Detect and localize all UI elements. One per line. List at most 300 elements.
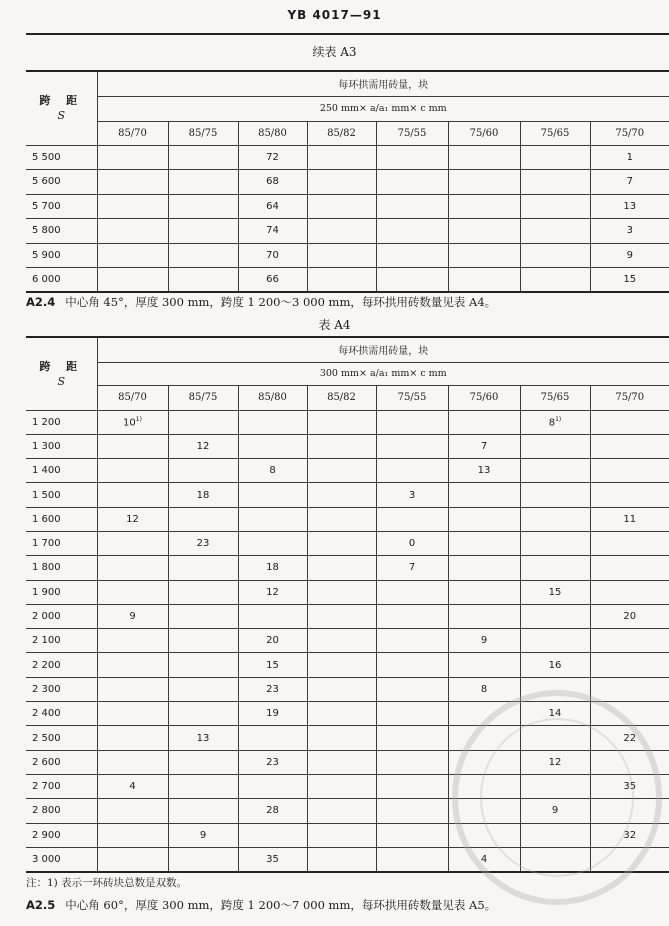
brick-count-cell: [307, 750, 376, 774]
brick-count-cell: [168, 410, 238, 434]
cell-value: 32: [623, 829, 637, 841]
brick-count-cell: [376, 434, 448, 458]
header-rule: [26, 33, 669, 35]
cell-value: 7: [480, 440, 488, 452]
column-header: 85/70: [97, 385, 168, 410]
brick-count-cell: [238, 774, 307, 798]
cell-value: 15: [266, 659, 279, 671]
table-row: [26, 556, 669, 580]
brick-count-cell: [97, 750, 168, 774]
watermark-seal: [452, 690, 662, 905]
brick-count-cell: [97, 580, 168, 604]
brick-count-cell: [520, 556, 590, 580]
brick-count-cell: [168, 750, 238, 774]
brick-count-cell: [448, 145, 520, 170]
cell-value: 19: [266, 708, 279, 720]
span-header-symbol: S: [57, 374, 66, 388]
cell-value: 15: [623, 274, 637, 285]
brick-count-cell: [520, 653, 590, 677]
brick-count-cell: [168, 629, 238, 653]
brick-count-cell: [97, 243, 168, 268]
brick-count-cell: [238, 243, 307, 268]
brick-count-cell: [238, 653, 307, 677]
brick-count-cell: [520, 507, 590, 531]
brick-count-cell: [97, 507, 168, 531]
brick-count-cell: [307, 268, 376, 293]
brick-count-cell: [590, 459, 669, 483]
brick-count-cell: [238, 799, 307, 823]
brick-count-cell: [168, 653, 238, 677]
table-row: [26, 629, 669, 653]
brick-count-cell: [590, 170, 669, 195]
brick-count-cell: [376, 823, 448, 847]
span-value: 1 700: [26, 531, 97, 555]
span-header: [26, 71, 97, 145]
brick-count-cell: [97, 268, 168, 293]
table-row: [26, 653, 669, 677]
brick-count-cell: [376, 677, 448, 701]
brick-count-cell: [238, 145, 307, 170]
footnote-marker: 1): [555, 415, 562, 423]
cell-value: 12: [196, 440, 210, 452]
brick-count-cell: [168, 702, 238, 726]
brick-count-cell: [238, 604, 307, 628]
cell-value: 7: [408, 562, 416, 574]
table-row: [26, 604, 669, 628]
span-value: 2 200: [26, 653, 97, 677]
span-value: 3 000: [26, 847, 97, 871]
watermark-seal-inner-ring: [480, 718, 637, 877]
span-value: 2 100: [26, 629, 97, 653]
span-value: 5 500: [26, 145, 97, 170]
cell-value: 23: [266, 756, 279, 768]
cell-value: 13: [623, 200, 637, 212]
brick-count-cell: [376, 219, 448, 244]
brick-count-cell: [307, 219, 376, 244]
brick-count-cell: [307, 531, 376, 555]
column-header: 75/70: [590, 121, 669, 145]
cell-value: 74: [266, 225, 279, 237]
column-header: 75/65: [520, 385, 590, 410]
brick-count-cell: [238, 726, 307, 750]
brick-count-cell: [97, 459, 168, 483]
cell-value: 12: [548, 756, 562, 768]
span-value: 1 600: [26, 507, 97, 531]
brick-count-cell: [168, 268, 238, 293]
table-row: [26, 507, 669, 531]
brick-count-cell: [97, 410, 168, 434]
cell-value: 35: [623, 781, 637, 793]
cell-value: 8: [480, 683, 488, 695]
cell-value: 9: [129, 611, 136, 623]
brick-count-cell: [448, 653, 520, 677]
brick-count-cell: [168, 677, 238, 701]
brick-count-cell: [97, 483, 168, 507]
table-note: 注：1) 表示一环砖块总数是双数。: [26, 877, 188, 889]
brick-count-cell: [307, 847, 376, 871]
brick-count-cell: [448, 580, 520, 604]
brick-count-cell: [520, 243, 590, 268]
cell-value: 8: [548, 417, 556, 429]
standard-code: YB 4017—91: [287, 8, 382, 22]
brick-count-cell: [97, 531, 168, 555]
brick-count-cell: [448, 268, 520, 293]
brick-count-cell: [376, 507, 448, 531]
brick-count-cell: [168, 243, 238, 268]
cell-value: 12: [126, 513, 139, 525]
brick-count-cell: [168, 483, 238, 507]
cell-value: 7: [626, 176, 633, 188]
span-value: 2 500: [26, 726, 97, 750]
brick-count-cell: [448, 434, 520, 458]
cell-value: 3: [626, 225, 633, 237]
span-value: 2 300: [26, 677, 97, 701]
brick-count-cell: [238, 847, 307, 871]
brick-count-cell: [590, 434, 669, 458]
brick-count-cell: [97, 823, 168, 847]
cell-value: 14: [548, 708, 562, 720]
cell-value: 23: [196, 538, 210, 550]
brick-count-cell: [448, 604, 520, 628]
brick-count-cell: [168, 847, 238, 871]
brick-count-cell: [168, 556, 238, 580]
paragraph-number: A2.5: [26, 898, 56, 912]
brick-count-cell: [590, 507, 669, 531]
brick-count-cell: [97, 653, 168, 677]
brick-count-cell: [376, 799, 448, 823]
brick-count-cell: [307, 702, 376, 726]
span-header-symbol: S: [57, 109, 66, 123]
brick-count-cell: [590, 531, 669, 555]
paragraph-a2-4: [26, 294, 496, 310]
cell-value: 4: [129, 781, 136, 793]
table-row: [26, 170, 669, 195]
brick-count-cell: [376, 483, 448, 507]
brick-count-cell: [520, 219, 590, 244]
span-value: 1 300: [26, 434, 97, 458]
brick-count-cell: [307, 774, 376, 798]
brick-count-cell: [590, 243, 669, 268]
table-row: [26, 434, 669, 458]
brick-count-cell: [238, 483, 307, 507]
table-row: [26, 194, 669, 219]
brick-count-cell: [168, 194, 238, 219]
brick-count-cell: [168, 145, 238, 170]
brick-count-cell: [97, 604, 168, 628]
table-row: [26, 145, 669, 170]
brick-count-cell: [238, 194, 307, 219]
cell-value: 72: [266, 151, 279, 163]
brick-count-cell: [97, 677, 168, 701]
brick-count-cell: [376, 268, 448, 293]
brick-count-cell: [590, 268, 669, 293]
column-header: 75/55: [376, 121, 448, 145]
cell-value: 12: [266, 586, 279, 598]
span-value: 2 900: [26, 823, 97, 847]
brick-count-cell: [520, 459, 590, 483]
brick-count-cell: [376, 194, 448, 219]
span-value: 5 600: [26, 170, 97, 195]
cell-value: 20: [266, 635, 279, 647]
brick-count-cell: [376, 145, 448, 170]
column-header-row: [26, 121, 669, 145]
cell-value: 13: [477, 465, 491, 477]
brick-count-cell: [238, 629, 307, 653]
column-header: 85/80: [238, 121, 307, 145]
brick-count-cell: [97, 702, 168, 726]
column-header: 85/82: [307, 385, 376, 410]
brick-count-cell: [307, 507, 376, 531]
brick-count-cell: [168, 434, 238, 458]
table-row: [26, 531, 669, 555]
brick-count-cell: [590, 580, 669, 604]
brick-count-cell: [448, 410, 520, 434]
brick-count-cell: [307, 653, 376, 677]
brick-count-cell: [590, 483, 669, 507]
brick-count-cell: [97, 774, 168, 798]
brick-count-cell: [168, 170, 238, 195]
brick-count-cell: [520, 580, 590, 604]
brick-count-cell: [238, 823, 307, 847]
cell-value: 20: [623, 611, 637, 623]
table-row: [26, 243, 669, 268]
brick-count-cell: [238, 580, 307, 604]
brick-count-cell: [97, 170, 168, 195]
brick-count-cell: [590, 677, 669, 701]
brick-count-cell: [376, 580, 448, 604]
brick-count-cell: [238, 268, 307, 293]
brick-count-cell: [238, 507, 307, 531]
cell-value: 9: [551, 805, 559, 817]
brick-count-cell: [520, 629, 590, 653]
brick-count-cell: [97, 726, 168, 750]
span-value: 2 600: [26, 750, 97, 774]
brick-count-cell: [448, 629, 520, 653]
cell-value: 10: [123, 417, 136, 429]
table-row: [26, 268, 669, 293]
column-header: 75/60: [448, 385, 520, 410]
brick-count-cell: [97, 629, 168, 653]
column-header: 85/75: [168, 385, 238, 410]
brick-count-cell: [307, 629, 376, 653]
column-header: 85/80: [238, 385, 307, 410]
brick-count-cell: [168, 799, 238, 823]
table-a3: [26, 70, 669, 293]
span-value: 2 000: [26, 604, 97, 628]
cell-value: 64: [266, 200, 279, 212]
brick-count-cell: [238, 531, 307, 555]
brick-count-cell: [307, 243, 376, 268]
brick-count-cell: [168, 459, 238, 483]
span-value: 1 900: [26, 580, 97, 604]
cell-value: 3: [408, 489, 416, 501]
brick-count-cell: [376, 774, 448, 798]
dimension-header: 300 mm× a/a₁ mm× c mm: [97, 362, 669, 385]
table-row: [26, 219, 669, 244]
cell-value: 23: [266, 683, 279, 695]
brick-count-cell: [168, 726, 238, 750]
brick-count-cell: [376, 459, 448, 483]
brick-count-cell: [168, 507, 238, 531]
cell-value: 8: [269, 465, 276, 477]
table-row: [26, 483, 669, 507]
brick-count-cell: [307, 799, 376, 823]
cell-value: 18: [196, 489, 210, 501]
brick-count-cell: [376, 750, 448, 774]
cell-value: 18: [266, 562, 279, 574]
brick-count-cell: [307, 459, 376, 483]
brick-count-cell: [376, 604, 448, 628]
brick-count-cell: [307, 823, 376, 847]
span-value: 2 400: [26, 702, 97, 726]
paragraph-number: A2.4: [26, 295, 56, 309]
brick-count-cell: [307, 410, 376, 434]
brick-count-cell: [590, 219, 669, 244]
brick-count-cell: [376, 243, 448, 268]
brick-count-cell: [590, 604, 669, 628]
cell-value: 0: [408, 538, 416, 550]
brick-count-cell: [448, 219, 520, 244]
brick-count-cell: [376, 726, 448, 750]
cell-value: 4: [480, 853, 488, 865]
column-header: 85/70: [97, 121, 168, 145]
span-value: 5 900: [26, 243, 97, 268]
brick-count-cell: [168, 823, 238, 847]
brick-count-cell: [376, 410, 448, 434]
brick-count-cell: [307, 604, 376, 628]
table-a3-title: 续表 A3: [312, 45, 357, 59]
paragraph-a2-5: [26, 897, 496, 913]
span-header-label: 跨 距: [39, 359, 84, 373]
span-value: 2 700: [26, 774, 97, 798]
paragraph-text: 中心角 60°，厚度 300 mm，跨度 1 200～7 000 mm，每环拱用砖数量见表 A5。: [65, 898, 497, 912]
cell-value: 16: [548, 659, 562, 671]
brick-count-cell: [448, 170, 520, 195]
brick-count-cell: [97, 799, 168, 823]
span-value: 5 800: [26, 219, 97, 244]
brick-count-cell: [520, 604, 590, 628]
brick-count-cell: [238, 750, 307, 774]
brick-count-cell: [376, 653, 448, 677]
brick-count-cell: [238, 219, 307, 244]
brick-count-cell: [590, 629, 669, 653]
brick-count-cell: [590, 410, 669, 434]
brick-count-cell: [238, 434, 307, 458]
span-value: 1 500: [26, 483, 97, 507]
brick-count-cell: [376, 531, 448, 555]
brick-count-cell: [448, 677, 520, 701]
brick-count-cell: [520, 170, 590, 195]
column-header-row: [26, 385, 669, 410]
table-row: [26, 459, 669, 483]
brick-count-cell: [307, 677, 376, 701]
span-header: [26, 337, 97, 410]
brick-count-cell: [448, 483, 520, 507]
brick-count-cell: [520, 194, 590, 219]
brick-count-cell: [376, 702, 448, 726]
span-value: 5 700: [26, 194, 97, 219]
cell-value: 28: [266, 805, 279, 817]
brick-count-cell: [168, 219, 238, 244]
brick-count-cell: [376, 847, 448, 871]
brick-count-cell: [307, 580, 376, 604]
column-header: 75/60: [448, 121, 520, 145]
brick-count-cell: [520, 434, 590, 458]
brick-count-cell: [376, 629, 448, 653]
cell-value: 13: [196, 732, 210, 744]
brick-count-cell: [590, 556, 669, 580]
cell-value: 15: [548, 586, 562, 598]
brick-count-cell: [376, 170, 448, 195]
cell-value: 9: [480, 635, 488, 647]
brick-count-cell: [97, 556, 168, 580]
brick-count-cell: [168, 604, 238, 628]
cell-value: 1: [626, 151, 633, 163]
brick-count-cell: [238, 556, 307, 580]
brick-count-cell: [238, 170, 307, 195]
span-value: 1 800: [26, 556, 97, 580]
brick-count-cell: [590, 653, 669, 677]
cell-value: 9: [199, 829, 207, 841]
brick-count-cell: [97, 434, 168, 458]
span-value: 2 800: [26, 799, 97, 823]
column-header: 75/65: [520, 121, 590, 145]
brick-count-cell: [448, 243, 520, 268]
brick-count-cell: [520, 531, 590, 555]
brick-count-cell: [238, 459, 307, 483]
brick-count-cell: [97, 219, 168, 244]
table-row: [26, 580, 669, 604]
brick-count-cell: [520, 410, 590, 434]
brick-count-cell: [97, 194, 168, 219]
brick-count-cell: [448, 507, 520, 531]
brick-count-cell: [590, 194, 669, 219]
brick-count-cell: [307, 145, 376, 170]
brick-count-cell: [238, 702, 307, 726]
brick-count-cell: [97, 847, 168, 871]
brick-count-cell: [448, 194, 520, 219]
brick-count-cell: [307, 194, 376, 219]
brick-count-cell: [448, 556, 520, 580]
brick-count-cell: [520, 145, 590, 170]
brick-count-cell: [448, 531, 520, 555]
footnote-marker: 1): [135, 415, 142, 423]
brick-count-cell: [238, 410, 307, 434]
brick-count-cell: [307, 434, 376, 458]
cell-value: 35: [266, 853, 279, 865]
cell-value: 9: [626, 249, 633, 261]
brick-count-cell: [376, 556, 448, 580]
brick-count-cell: [307, 556, 376, 580]
column-header: 75/55: [376, 385, 448, 410]
span-value: 1 200: [26, 410, 97, 434]
span-value: 1 400: [26, 459, 97, 483]
brick-count-cell: [520, 483, 590, 507]
brick-count-header: 每环拱需用砖量，块: [97, 71, 669, 96]
brick-count-cell: [448, 459, 520, 483]
column-header: 85/82: [307, 121, 376, 145]
table-a4-title: 表 A4: [318, 318, 351, 332]
cell-value: 11: [623, 513, 637, 525]
cell-value: 22: [623, 732, 637, 744]
cell-value: 66: [266, 274, 279, 285]
brick-count-cell: [307, 726, 376, 750]
brick-count-cell: [168, 774, 238, 798]
brick-count-cell: [168, 531, 238, 555]
column-header: 75/70: [590, 385, 669, 410]
brick-count-cell: [238, 677, 307, 701]
paragraph-text: 中心角 45°，厚度 300 mm，跨度 1 200～3 000 mm，每环拱用砖数量见表 A4。: [65, 295, 497, 309]
